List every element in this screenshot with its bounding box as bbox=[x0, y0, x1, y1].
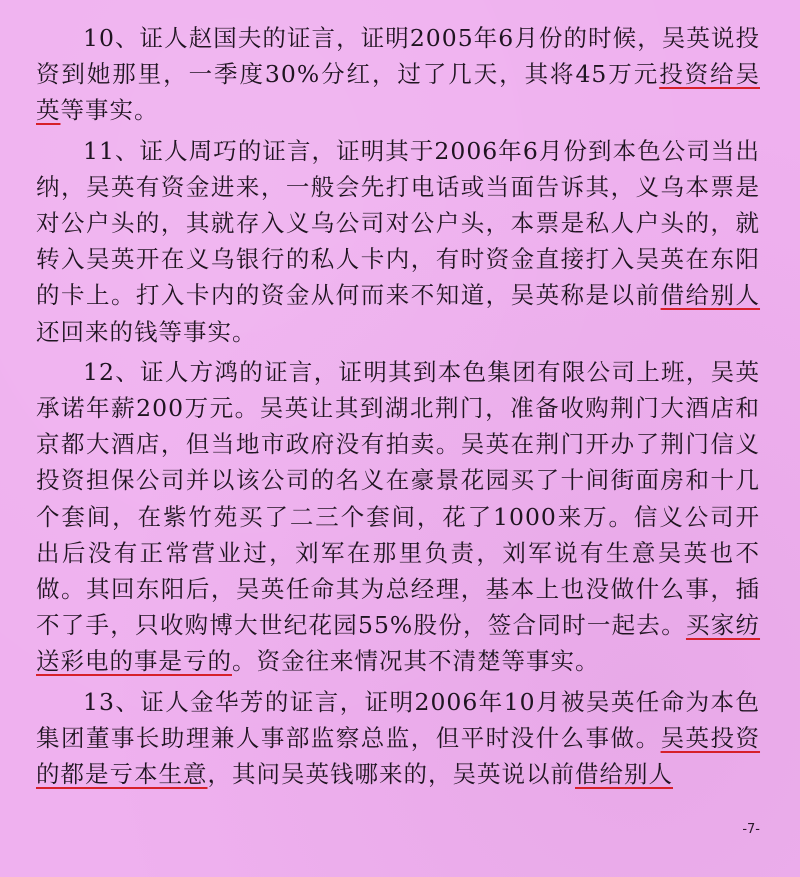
paragraph-p10 bbox=[36, 20, 760, 129]
text-segment: 还回来的钱等事实。 bbox=[36, 317, 257, 346]
page-number: -7- bbox=[742, 822, 760, 837]
text-segment: 10、证人赵国夫的证言，证明2005年6月份的时候，吴英说投资到她那里，一季度30%分红，过了几天，其将45万元 bbox=[36, 24, 760, 89]
paragraph-p13 bbox=[36, 684, 760, 793]
text-segment: 。资金往来情况其不清楚等事实。 bbox=[232, 647, 600, 676]
paragraph-p12 bbox=[36, 354, 760, 680]
underlined-text: 买家纺送彩电的事是亏的 bbox=[36, 611, 761, 676]
document-body bbox=[36, 20, 760, 792]
text-segment: ，其问吴英钱哪来的，吴英说以前 bbox=[207, 760, 575, 789]
text-segment: 13、证人金华芳的证言，证明2006年10月被吴英任命为本色集团董事长助理兼人事部监察总监，但平时没什么事做。 bbox=[36, 687, 760, 752]
underlined-text: 投资给吴英 bbox=[36, 60, 760, 125]
underlined-text: 吴英投资的都是亏本生意 bbox=[36, 723, 761, 789]
text-segment: 12、证人方鸿的证言，证明其到本色集团有限公司上班，吴英承诺年薪200万元。吴英让其到湖北荆门，准备收购荆门大酒店和京都大酒店，但当地市政府没有拍卖。吴英在荆门开办了荆门信义投资担保公司并以该公司的名义在豪景花园买了十间街面房和十几个套间，在紫竹苑买了二三个套间，花了1000来万。信义公司开出后没有正常营业过，刘军在那里负责，刘军说有生意吴英也不做。其回东阳后，吴英任命其为总经理，基本上也没做什么事，插不了手，只收购博大世纪花园55%股份，签合同时一起去。 bbox=[36, 357, 760, 640]
paragraph-p11 bbox=[36, 133, 760, 350]
text-segment: 等事实。 bbox=[60, 96, 159, 125]
underlined-text: 借给别人 bbox=[575, 760, 673, 789]
text-segment: 11、证人周巧的证言，证明其于2006年6月份到本色公司当出纳，吴英有资金进来，一般会先打电话或当面告诉其，义乌本票是对公户头的，其就存入义乌公司对公户头，本票是私人户头的，就转入吴英开在义乌银行的私人卡内，有时资金直接打入吴英在东阳的卡上。打入卡内的资金从何而来不知道，吴英称是以前 bbox=[36, 136, 760, 310]
underlined-text: 借给别人 bbox=[660, 281, 761, 310]
